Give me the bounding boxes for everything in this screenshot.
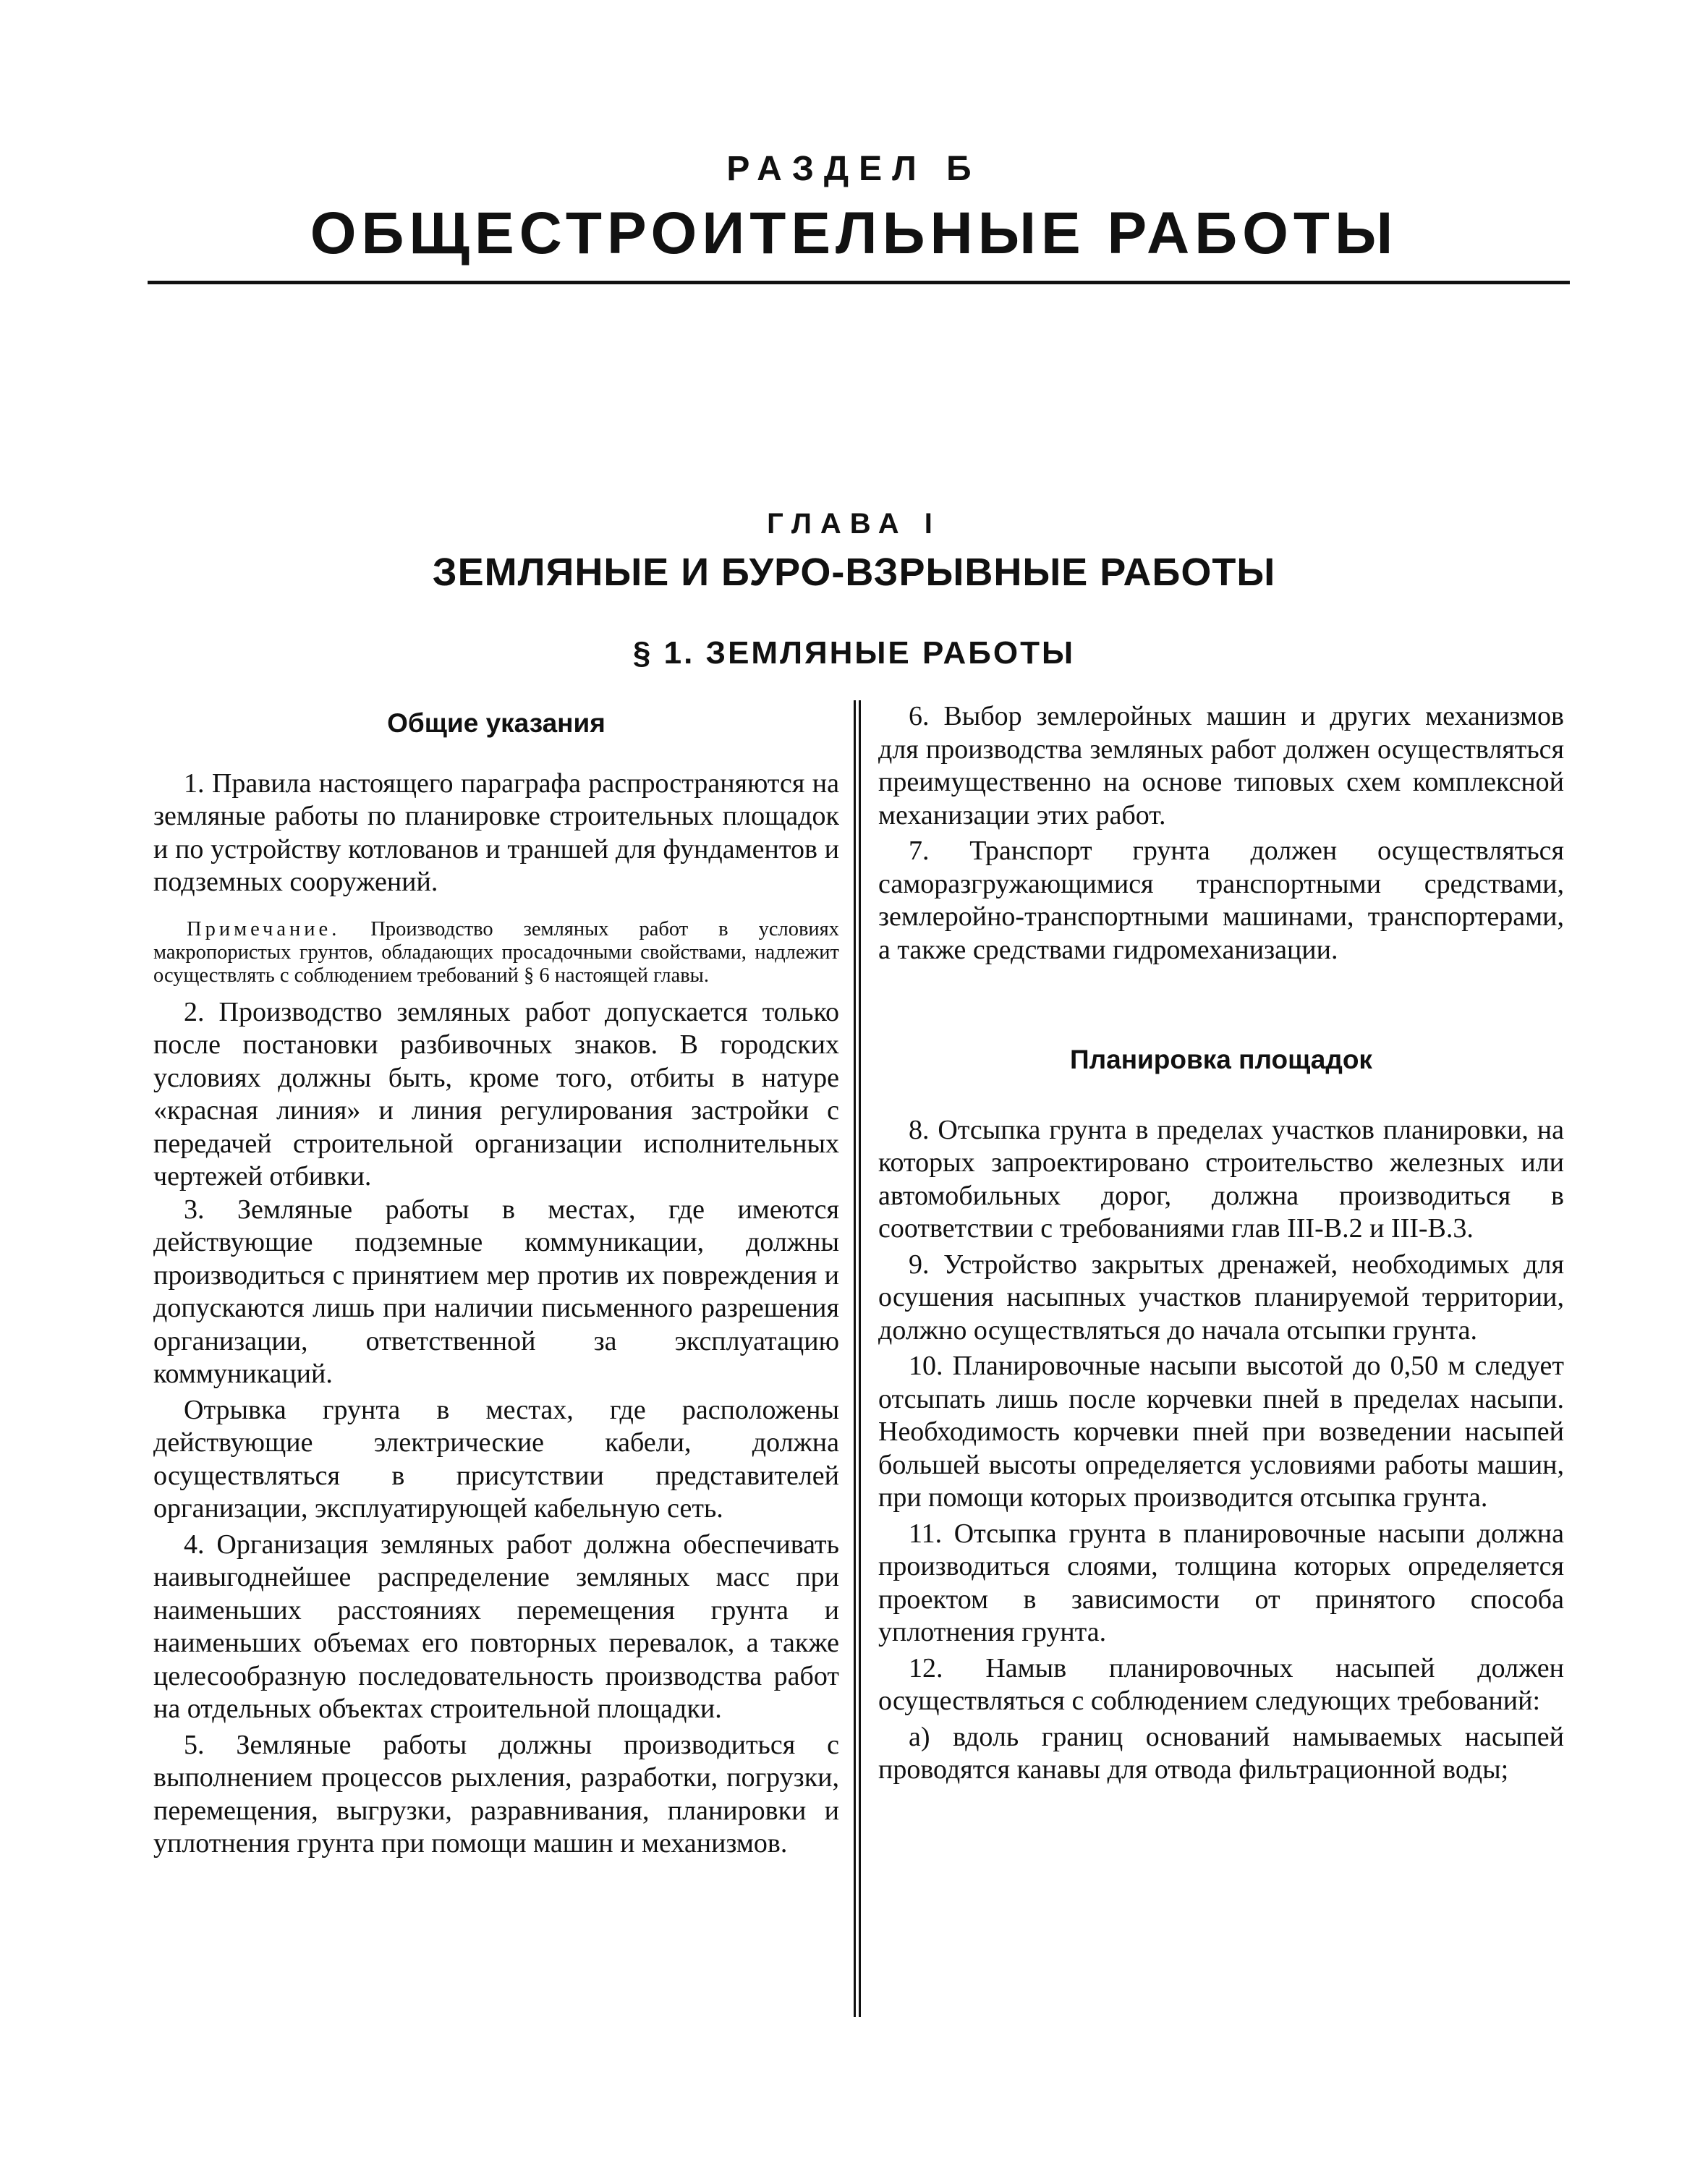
clause-7: 7. Транспорт грунта должен осуществляться саморазгружающимися транспортными средствами, землеройно-транспортными машинами, транспортерами, а также средствами гидромеханизации. <box>878 836 1564 965</box>
right-column <box>878 700 1564 1787</box>
clause-11: 11. Отсыпка грунта в планировочные насыпи должна производиться слоями, толщина которых определяется проектом в зависимости от принятого способа уплотнения грунта. <box>878 1518 1564 1647</box>
clause-8: 8. Отсыпка грунта в пределах участков планировки, на которых запроектировано строительство железных или автомобильных дорог, должна производиться в соответствии с требованиями глав III-В.2 и III-В.3. <box>878 1114 1564 1244</box>
section-label: РАЗДЕЛ Б <box>726 150 982 188</box>
clause-9: 9. Устройство закрытых дренажей, необходимых для осушения насыпных участков планируемой территории, должно осуществляться до начала отсыпки грунта. <box>878 1249 1564 1346</box>
paragraph-title: § 1. ЗЕМЛЯНЫЕ РАБОТЫ <box>632 635 1076 671</box>
clause-10: 10. Планировочные насыпи высотой до 0,50 м следует отсыпать лишь после корчевки пней в пределах насыпи. Необходимость корчевки пней при возведении насыпей большей высоты определяется условиями работы машин, при помощи которых производится отсыпка грунта. <box>878 1351 1564 1513</box>
clause-5: 5. Земляные работы должны производиться с выполнением процессов рыхления, разработки, погрузки, перемещения, выгрузки, разравнивания, планировки и уплотнения грунта при помощи машин и механизмов. <box>153 1729 839 1859</box>
chapter-title: ЗЕМЛЯНЫЕ И БУРО-ВЗРЫВНЫЕ РАБОТЫ <box>432 551 1276 594</box>
note-label: Примечание. <box>187 917 341 940</box>
site-grading-heading: Планировка площадок <box>1070 1045 1372 1074</box>
clause-3-continued: Отрывка грунта в местах, где расположены действующие электрические кабели, должна осуществляться в присутствии представителей организации, эксплуатирующей кабельную сеть. <box>153 1394 839 1524</box>
header-rule <box>148 281 1570 284</box>
clause-1: 1. Правила настоящего параграфа распространяются на земляные работы по планировке строительных площадок и по устройству котлованов и траншей для фундаментов и подземных сооружений. <box>153 768 839 897</box>
section-title: ОБЩЕСТРОИТЕЛЬНЫЕ РАБОТЫ <box>310 200 1398 266</box>
general-provisions-heading: Общие указания <box>387 708 606 738</box>
note <box>153 918 839 987</box>
clause-4: 4. Организация земляных работ должна обеспечивать наивыгоднейшее распределение земляных масс при наименьших расстояниях перемещения грунта и наименьших объемах его повторных перевалок, а также целесообразную последовательность производства работ на отдельных объектах строительной площадки. <box>153 1529 839 1724</box>
clause-2: 2. Производство земляных работ допускается только после постановки разбивочных знаков. В городских условиях должны быть, кроме того, отбиты в натуре «красная линия» и линия регулирования застройки с передачей строительной организации исполнительных чертежей отбивки. <box>153 996 839 1192</box>
clause-6: 6. Выбор землеройных машин и других механизмов для производства земляных работ должен осуществляться преимущественно на основе типовых схем комплексной механизации этих работ. <box>878 701 1564 831</box>
note-text: Производство земляных работ в условиях макропористых грунтов, обладающих просадочными свойствами, надлежит осуществлять с соблюдением требований § 6 настоящей главы. <box>153 917 840 987</box>
clause-12: 12. Намыв планировочных насыпей должен осуществляться с соблюдением следующих требований: <box>878 1652 1564 1716</box>
clause-3: 3. Земляные работы в местах, где имеются действующие подземные коммуникации, должны производиться с принятием мер против их повреждения и допускаются лишь при наличии письменного разрешения организации, ответственной за эксплуатацию коммуникаций. <box>153 1194 839 1389</box>
column-divider <box>854 700 861 2017</box>
chapter-label: ГЛАВА I <box>767 508 941 540</box>
clause-12a: а) вдоль границ оснований намываемых насыпей проводятся канавы для отвода фильтрационной воды; <box>878 1721 1564 1785</box>
left-column <box>153 700 839 1861</box>
